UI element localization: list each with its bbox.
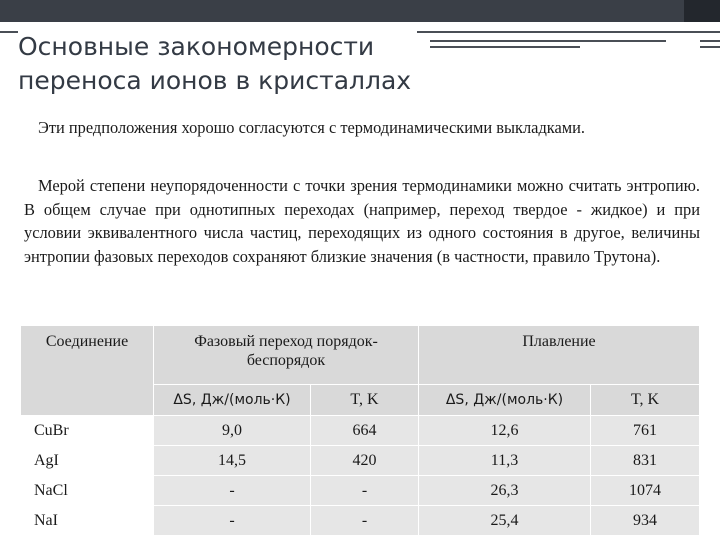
cell-ds-order-disorder: -: [154, 506, 311, 536]
cell-compound: CuBr: [21, 416, 154, 446]
title-rule-2: [430, 40, 666, 42]
header-melting: Плавление: [419, 326, 700, 385]
paragraph-2: Мерой степени неупорядоченности с точки зрения термодинамики можно считать энтропию. В общем случае при однотипных переходах (например, переход твердое - жидкое) и при условии эквивалентного числа частиц, переходящих из одного состояния в другое, величины энтропии фазовых переходов сохраняют близкие значения (в частности, правило Трутона).: [24, 176, 700, 266]
table-row: [21, 416, 700, 446]
title-rule-5: [700, 46, 720, 48]
table-row: [21, 506, 700, 536]
cell-t-melting: 1074: [591, 476, 700, 506]
cell-compound: NaI: [21, 506, 154, 536]
cell-ds-melting: 11,3: [419, 446, 591, 476]
cell-t-melting: 934: [591, 506, 700, 536]
cell-ds-order-disorder: 14,5: [154, 446, 311, 476]
slide-title-line-2: переноса ионов в кристаллах: [18, 66, 412, 95]
header-temp-order-disorder: T, K: [311, 385, 419, 416]
header-entropy-melting: ΔS, Дж/(моль·К): [419, 385, 591, 416]
phase-transition-table: [20, 325, 700, 536]
slide-top-bar: [0, 0, 720, 22]
cell-t-order-disorder: 420: [311, 446, 419, 476]
top-bar-accent: [684, 0, 720, 22]
cell-compound: NaCl: [21, 476, 154, 506]
cell-ds-melting: 25,4: [419, 506, 591, 536]
cell-ds-order-disorder: -: [154, 476, 311, 506]
slide-title-line-1: Основные закономерности: [18, 32, 375, 61]
cell-compound: AgI: [21, 446, 154, 476]
cell-t-order-disorder: -: [311, 506, 419, 536]
cell-ds-melting: 12,6: [419, 416, 591, 446]
table-row: [21, 446, 700, 476]
header-entropy-order-disorder: ΔS, Дж/(моль·К): [154, 385, 311, 416]
header-temp-melting: T, K: [591, 385, 700, 416]
header-order-disorder: Фазовый переход порядок-беспорядок: [154, 326, 419, 385]
cell-t-order-disorder: -: [311, 476, 419, 506]
table-row: [21, 476, 700, 506]
cell-t-melting: 831: [591, 446, 700, 476]
paragraph-1: Эти предположения хорошо согласуются с термодинамическими выкладками.: [38, 118, 586, 137]
header-compound: Соединение: [21, 326, 154, 416]
title-rule-4: [700, 40, 720, 42]
cell-t-melting: 761: [591, 416, 700, 446]
title-rule-3: [430, 46, 580, 48]
cell-t-order-disorder: 664: [311, 416, 419, 446]
cell-ds-melting: 26,3: [419, 476, 591, 506]
cell-ds-order-disorder: 9,0: [154, 416, 311, 446]
slide-title: [18, 30, 417, 98]
